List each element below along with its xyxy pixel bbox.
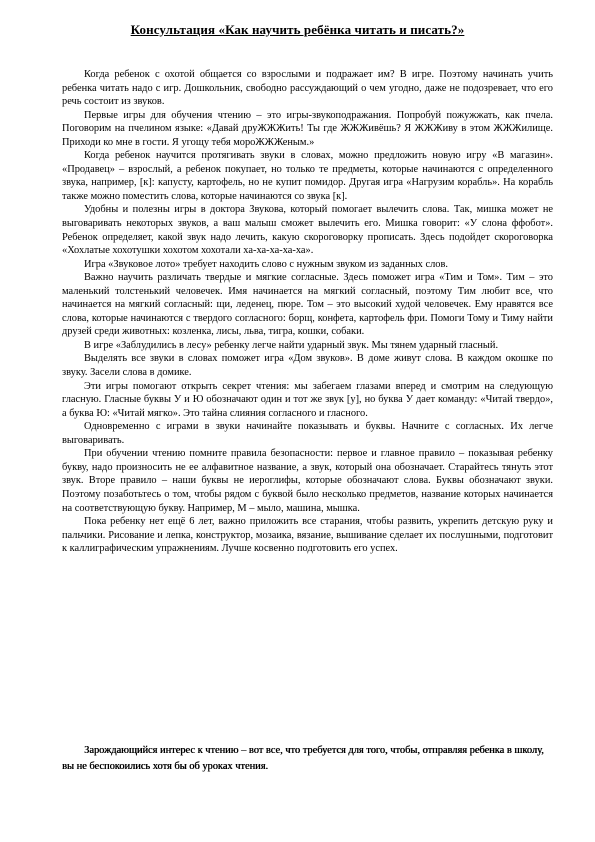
paragraph-4: Удобны и полезны игры в доктора Звукова, который помогает вылечить слова. Так, мишка может не выговаривать некоторых звуков, а ваш малыш сможет вылечить его. Мишка говорит: «У слона ффобот». Ребенок определяет, какой звук надо лечить, какую скороговорку прописать. Здесь подойдет скороговорка «Хохлатые хохотушки хохотом хохотали ха-ха-ха-ха-ха». bbox=[62, 204, 553, 257]
document-body bbox=[62, 68, 553, 556]
paragraph-10: Одновременно с играми в звуки начинайте показывать и буквы. Начните с согласных. Их легче выговаривать. bbox=[62, 421, 553, 446]
paragraph-2: Первые игры для обучения чтению – это игры-звукоподражания. Попробуй пожужжать, как пчела. Поговорим на пчелином языке: «Давай друЖЖЖить! Ты где ЖЖЖивёшь? Я ЖЖЖиву в этом ЖЖЖилище. Приходи ко мне в гости. Я угощу тебя мороЖЖЖеным.» bbox=[62, 109, 553, 148]
paragraph-8: Выделять все звуки в словах поможет игра «Дом звуков». В доме живут слова. В каждом окошке по звуку. Засели слова в домике. bbox=[62, 353, 553, 379]
paragraph-1: Когда ребенок с охотой общается со взрослыми и подражает им? В игре. Поэтому начинать учить ребенка читать надо с игр. Дошкольник, свободно рассуждающий о чем угодно, даже не подозревает, что его речь состоит из звуков. bbox=[62, 69, 553, 108]
paragraph-5: Игра «Звуковое лото» требует находить слово с нужным звуком из заданных слов. bbox=[84, 258, 448, 270]
paragraph-9: Эти игры помогают открыть секрет чтения: мы забегаем глазами вперед и смотрим на следующую гласную. Гласные буквы У и Ю обозначают один и тот же звук [у], но буква У дает команду: «Читай твердо», а буква Ю: «Читай мягко». Это тайна слияния согласного и гласного. bbox=[62, 380, 553, 419]
document-title: Консультация «Как научить ребёнка читать и писать?» bbox=[130, 22, 465, 37]
paragraph-6: Важно научить различать твердые и мягкие согласные. Здесь поможет игра «Тим и Том». Тим – это маленький толстенький человечек. Имя начинается на мягкий согласный, поэтому Тим любит все, что начинается на мягкий согласный: щи, леденец, пюре. Том – это высокий худой человечек. Ему нравятся все слова, которые начинаются с твердого согласного: борщ, конфета, картофель фри. Помоги Тому и Тиму найти друзей среди животных: козленка, лисы, льва, тигра, кошки, собаки. bbox=[62, 272, 553, 338]
paragraph-3: Когда ребенок научится протягивать звуки в словах, можно предложить новую игру «В магазин». «Продавец» – взрослый, а ребенок покупает, но только те предметы, которые начинаются с определенного звука, например, [к]: капусту, картофель, но не купит помидор. Другая игра «Нагрузим корабль». На корабль также можно поместить слова, которые начинаются со звука [к]. bbox=[62, 150, 553, 202]
paragraph-7: В игре «Заблудились в лесу» ребенку легче найти ударный звук. Мы тянем ударный гласный. bbox=[84, 339, 499, 351]
paragraph-12: Пока ребенку нет ещё 6 лет, важно приложить все старания, чтобы развить, укрепить детскую руку и пальчики. Рисование и лепка, конструктор, мозаика, вязание, вышивание сделает их послушными, подготовит к каллиграфическим упражнениям. Лучше косвенно подготовить его успех. bbox=[62, 516, 553, 555]
closing-paragraph: Зарождающийся интерес к чтению – вот все, что требуется для того, чтобы, отправляя ребенка в школу, вы не беспокоились хотя бы об уроках чтения. bbox=[62, 745, 544, 772]
paragraph-11: При обучении чтению помните правила безопасности: первое и главное правило – показывая ребенку букву, надо произносить не ее алфавитное название, а звук, который она обозначает. Старайтесь тянуть этот звук. Вторе правило – наши буквы не иероглифы, которые обозначают слова. Буквы обозначают звуки. Поэтому позаботьтесь о том, чтобы рядом с буквой было несколько предметов, название которых начинается на соответствующую букву. Например, М – мыло, машина, мышка. bbox=[62, 448, 553, 514]
